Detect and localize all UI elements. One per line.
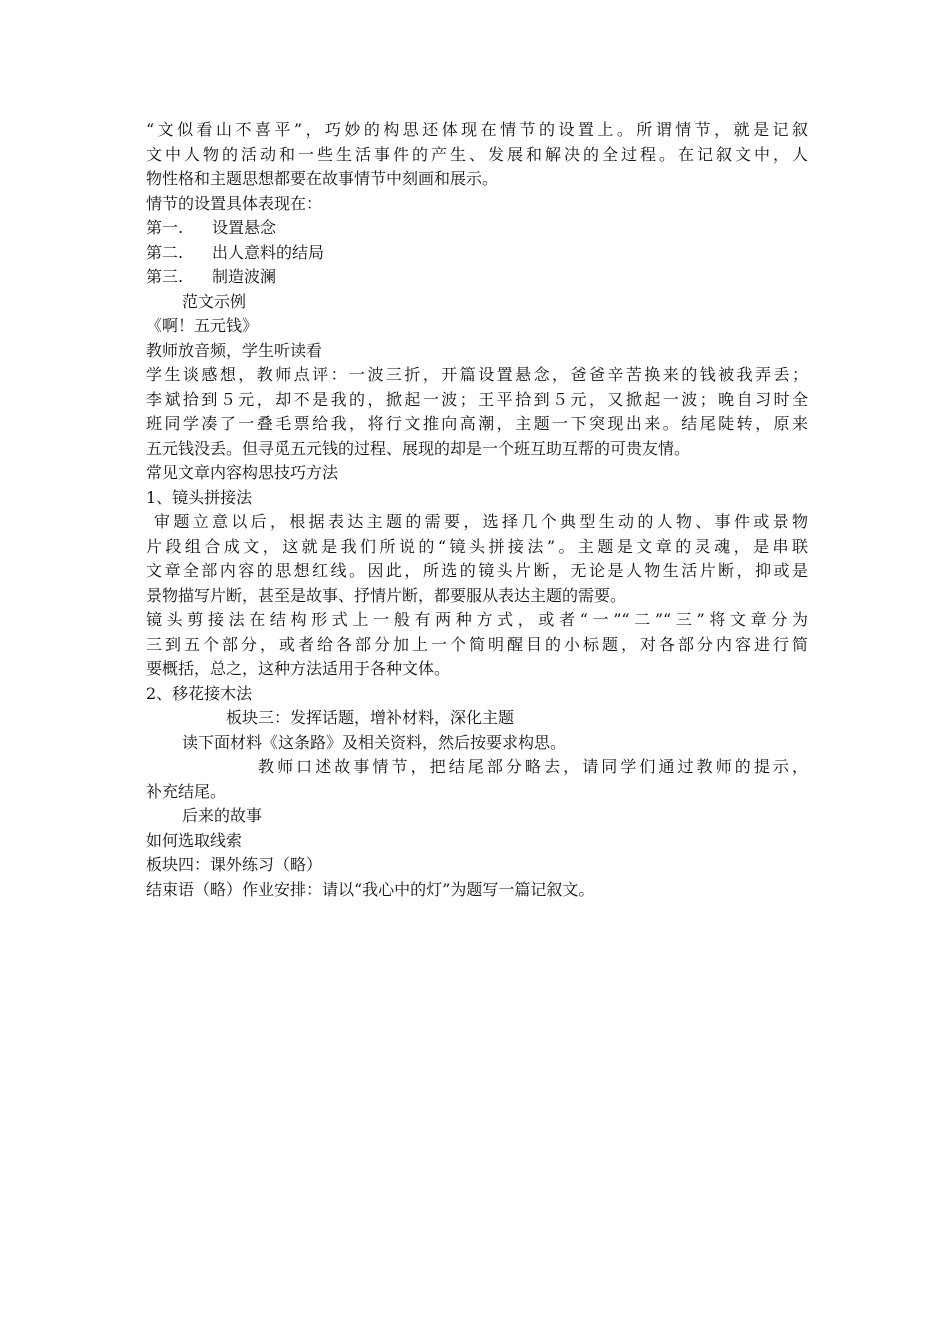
closing-assignment: 结束语（略）作业安排：请以“我心中的灯”为题写一篇记叙文。	[146, 879, 595, 899]
list-item-label: 第二.	[146, 242, 184, 262]
block-4-heading: 板块四：课外练习（略）	[146, 855, 323, 874]
example-step: 教师放音频，学生听读看	[146, 340, 323, 360]
list-item	[146, 241, 808, 266]
paragraph-comment-line-4: 五元钱没丢。但寻觅五元钱的过程、展现的却是一个班互助互帮的可贵友情。	[146, 438, 691, 458]
list-item-text: 出人意料的结局	[212, 242, 325, 262]
teacher-task-line-1: 教师口述故事情节，把结尾部分略去，请同学们通过教师的提示，	[258, 757, 808, 776]
paragraph-comment-line-2: 李斌拾到５元，却不是我的，掀起一波；王平拾到５元，又掀起一波；晚自习时全	[146, 389, 808, 409]
list-item-label: 第三.	[146, 267, 184, 286]
list-item-text: 设置悬念	[212, 218, 277, 237]
paragraph-intro-line-1: “文似看山不喜平”，巧妙的构思还体现在情节的设置上。所谓情节，就是记叙	[146, 120, 808, 139]
read-task: 读下面材料《这条路》及相关资料，然后按要求构思。	[182, 732, 567, 752]
plot-setting-heading: 情节的设置具体表现在：	[146, 193, 323, 213]
paragraph-structure-line-3: 要概括，总之，这种方法适用于各种文体。	[146, 659, 451, 678]
paragraph-comment-line-3: 班同学凑了一叠毛票给我，将行文推向高潮，主题一下突现出来。结尾陡转，原来	[146, 414, 808, 433]
list-item	[146, 216, 808, 241]
teacher-task-line-2: 补充结尾。	[146, 781, 227, 801]
paragraph-method1-line-2: 片段组合成文，这就是我们所说的“镜头拼接法”。主题是文章的灵魂，是串联	[146, 536, 808, 556]
list-item	[146, 265, 808, 290]
method-1-title: 1、镜头拼接法	[146, 487, 253, 507]
block-3-heading: 板块三：发挥话题，增补材料，深化主题	[226, 708, 515, 727]
select-clue: 如何选取线索	[146, 830, 243, 850]
paragraph-structure-line-2: 三到五个部分，或者给各部分加上一个简明醒目的小标题，对各部分内容进行简	[146, 634, 808, 654]
list-item-text: 制造波澜	[212, 267, 277, 286]
document-body	[146, 118, 808, 902]
later-story: 后来的故事	[182, 806, 263, 825]
paragraph-method1-line-1: 审题立意以后，根据表达主题的需要，选择几个典型生动的人物、事件或景物	[154, 512, 808, 531]
paragraph-structure-line-1: 镜头剪接法在结构形式上一般有两种方式，或者“一”“二”“三”将文章分为	[146, 610, 808, 629]
method-2-title: 2、移花接木法	[146, 683, 253, 703]
paragraph-intro-line-2: 文中人物的活动和一些生活事件的产生、发展和解决的全过程。在记叙文中，人	[146, 144, 808, 164]
section-heading: 常见文章内容构思技巧方法	[146, 463, 339, 482]
example-heading: 范文示例	[182, 291, 247, 311]
paragraph-intro-line-3: 物性格和主题思想都要在故事情节中刻画和展示。	[146, 169, 499, 188]
paragraph-comment-line-1: 学生谈感想，教师点评：一波三折，开篇设置悬念，爸爸辛苦换来的钱被我弄丢；	[146, 365, 808, 384]
paragraph-method1-line-4: 景物描写片断，甚至是故事、抒情片断，都要服从表达主题的需要。	[146, 585, 627, 605]
paragraph-method1-line-3: 文章全部内容的思想红线。因此，所选的镜头片断，无论是人物生活片断，抑或是	[146, 561, 808, 580]
list-item-label: 第一.	[146, 218, 184, 237]
example-title: 《啊！五元钱》	[146, 316, 259, 335]
